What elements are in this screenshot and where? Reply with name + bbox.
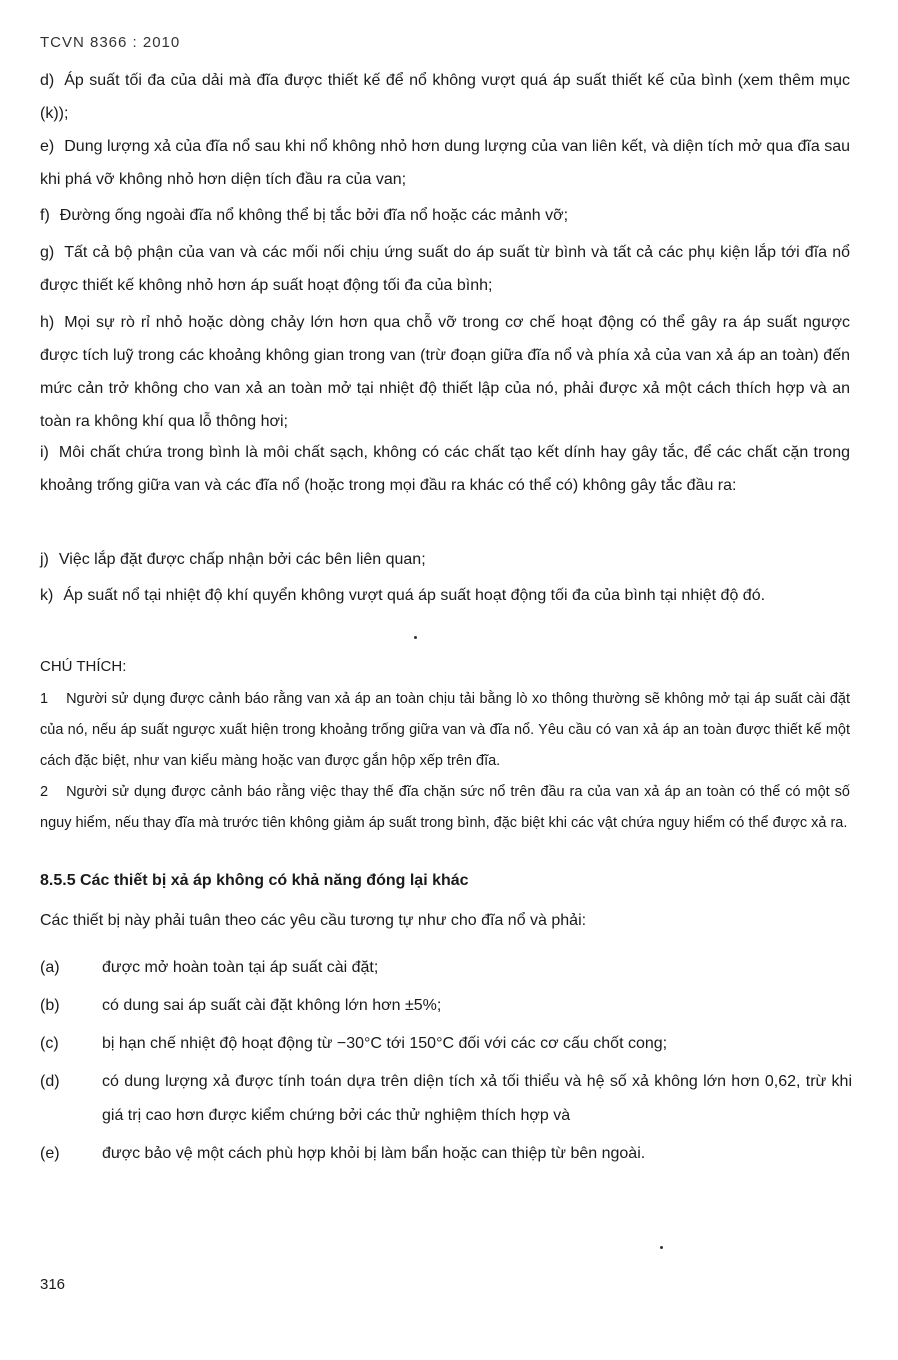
list-item-c	[40, 1027, 852, 1061]
clause-label: j)	[40, 551, 49, 568]
clause-text: Mọi sự rò rỉ nhỏ hoặc dòng chảy lớn hơn qua chỗ vỡ trong cơ chế hoạt động có thể gây ra áp suất ngược được tích luỹ trong các khoảng không gian trong van (trừ đoạn giữa đĩa nổ và phía xả của van xả áp an toàn) đến mức cản trở không cho van xả an toàn mở tại nhiệt độ thiết lập của nó, phải được xả một cách thích hợp và an toàn ra không khí qua lỗ thông hơi;	[40, 314, 850, 430]
clause-e	[40, 130, 850, 196]
list-item-label: (d)	[40, 1073, 60, 1090]
standard-code-header: TCVN 8366 : 2010	[40, 34, 181, 51]
clause-j	[40, 543, 850, 576]
list-item-text: được bảo vệ một cách phù hợp khỏi bị làm bẩn hoặc can thiệp từ bên ngoài.	[102, 1145, 646, 1162]
list-item-text: có dung sai áp suất cài đặt không lớn hơn ±5%;	[102, 997, 442, 1014]
section-title: 8.5.5 Các thiết bị xả áp không có khả năng đóng lại khác	[40, 872, 469, 889]
clause-d	[40, 64, 850, 130]
clause-text: Áp suất nổ tại nhiệt độ khí quyển không vượt quá áp suất hoạt động tối đa của bình tại nhiệt độ đó.	[63, 587, 766, 604]
clause-label: h)	[40, 314, 55, 331]
note-1	[40, 684, 850, 777]
notes-heading: CHÚ THÍCH:	[40, 658, 127, 675]
note-text: Người sử dụng được cảnh báo rằng việc thay thế đĩa chặn sức nổ trên đầu ra của van xả áp an toàn có thể có một số nguy hiểm, nếu thay đĩa mà trước tiên không giảm áp suất trong bình, đặc biệt khi các vật chứa nguy hiểm có thể được xả ra.	[40, 784, 850, 831]
list-item-label: (c)	[40, 1035, 59, 1052]
list-item-text: bị hạn chế nhiệt độ hoạt động từ −30°C tới 150°C đối với các cơ cấu chốt cong;	[102, 1035, 668, 1052]
clause-label: e)	[40, 138, 55, 155]
clause-label: d)	[40, 72, 55, 89]
list-item-label: (b)	[40, 997, 60, 1014]
page-number: 316	[40, 1276, 66, 1293]
scan-speck	[660, 1246, 663, 1249]
clause-text: Đường ống ngoài đĩa nổ không thể bị tắc bởi đĩa nổ hoặc các mảnh vỡ;	[59, 207, 569, 224]
clause-text: Tất cả bộ phận của van và các mối nối chịu ứng suất do áp suất từ bình và tất cả các phụ kiện lắp tới đĩa nổ được thiết kế không nhỏ hơn áp suất hoạt động tối đa của bình;	[40, 244, 850, 294]
clause-text: Việc lắp đặt được chấp nhận bởi các bên liên quan;	[58, 551, 426, 568]
list-item-label: (a)	[40, 959, 60, 976]
list-item-a	[40, 951, 852, 985]
clause-text: Môi chất chứa trong bình là môi chất sạch, không có các chất tạo kết dính hay gây tắc, để các chất cặn trong khoảng trống giữa van và các đĩa nổ (hoặc trong mọi đầu ra khác có thể có) không gây tắc đầu ra:	[40, 444, 850, 494]
clause-label: g)	[40, 244, 55, 261]
clause-k	[40, 579, 850, 612]
note-text: Người sử dụng được cảnh báo rằng van xả áp an toàn chịu tải bằng lò xo thông thường sẽ không mở tại áp suất cài đặt của nó, nếu áp suất ngược xuất hiện trong khoảng trống giữa van và đĩa nổ. Yêu cầu có van xả áp an toàn được thiết kế một cách đặc biệt, như van kiểu màng hoặc van được gắn hộp xếp trên đĩa.	[40, 691, 850, 769]
clause-text: Dung lượng xả của đĩa nổ sau khi nổ không nhỏ hơn dung lượng của van liên kết, và diện tích mở qua đĩa sau khi phá vỡ không nhỏ hơn diện tích đầu ra của van;	[40, 138, 850, 188]
clause-g	[40, 236, 850, 302]
clause-i	[40, 436, 850, 502]
note-number: 1	[40, 691, 49, 707]
clause-label: f)	[40, 207, 50, 224]
clause-h	[40, 306, 850, 438]
list-item-b	[40, 989, 852, 1023]
clause-label: i)	[40, 444, 49, 461]
list-item-text: được mở hoàn toàn tại áp suất cài đặt;	[102, 959, 379, 976]
clause-label: k)	[40, 587, 54, 604]
scan-speck	[414, 636, 417, 639]
note-2	[40, 777, 850, 839]
list-item-text: có dung lượng xả được tính toán dựa trên diện tích xả tối thiểu và hệ số xả không lớn hơn 0,62, trừ khi giá trị cao hơn được kiểm chứng bởi các thử nghiệm thích hợp và	[102, 1073, 852, 1124]
list-item-d	[40, 1065, 852, 1133]
clause-f	[40, 199, 850, 232]
list-item-e	[40, 1137, 852, 1171]
note-number: 2	[40, 784, 49, 800]
section-intro: Các thiết bị này phải tuân theo các yêu cầu tương tự như cho đĩa nổ và phải:	[40, 912, 587, 929]
clause-text: Áp suất tối đa của dải mà đĩa được thiết kế để nổ không vượt quá áp suất thiết kế của bình (xem thêm mục (k));	[40, 72, 850, 122]
list-item-label: (e)	[40, 1145, 60, 1162]
